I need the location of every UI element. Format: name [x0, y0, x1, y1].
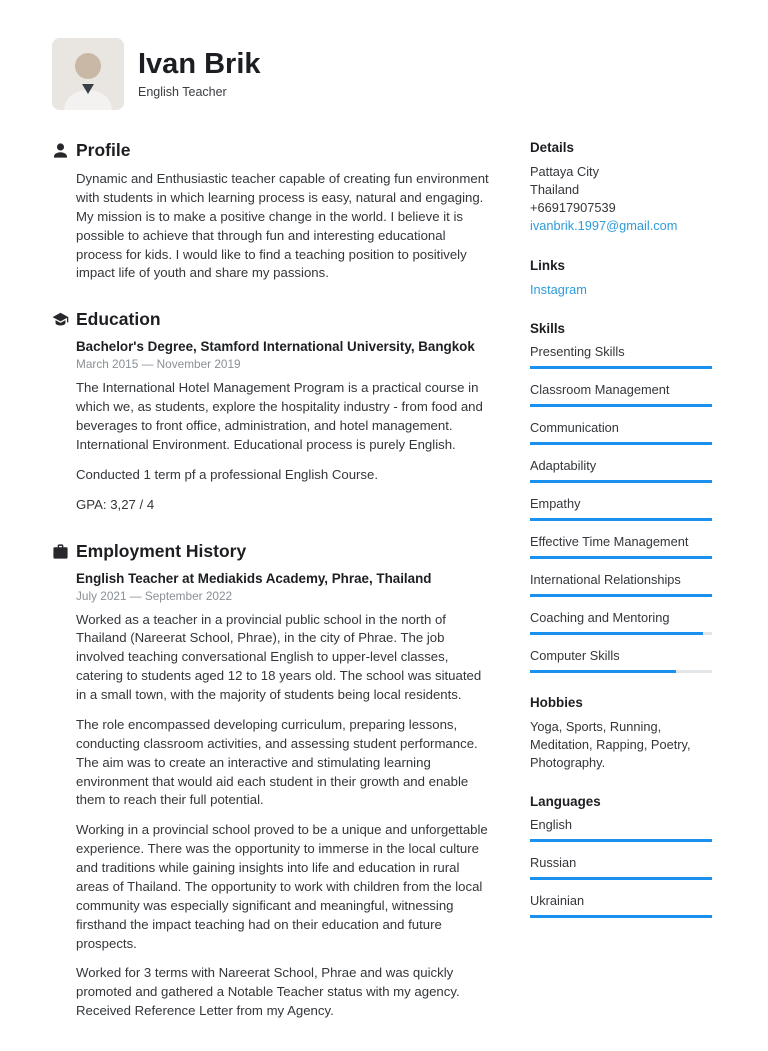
skill-name: Communication: [530, 419, 619, 435]
employment-paragraph: The role encompassed developing curriculum, preparing lessons, conducting classroom activities, and assessing student performance. The aim was to create an interactive and stimulating learning environment that would aid each student in their growth and enable them to reach their full potential.: [76, 716, 478, 808]
skill-name: Coaching and Mentoring: [530, 609, 670, 625]
skill-item: [530, 382, 712, 407]
skill-name: Russian: [530, 855, 577, 871]
skill-level-bar: [530, 877, 712, 880]
education-content: [76, 309, 492, 514]
skill-item: [530, 496, 712, 521]
links-heading: Links: [530, 257, 565, 273]
details-city: Pattaya City: [530, 164, 599, 179]
employment-dates: July 2021 — September 2022: [76, 588, 233, 603]
hobbies-text: Yoga, Sports, Running, Meditation, Rapping, Poetry, Photography.: [530, 718, 691, 771]
skill-level-bar: [530, 594, 712, 597]
profile-content: [76, 140, 492, 283]
skill-level-bar: [530, 556, 712, 559]
employment-paragraph: Worked for 3 terms with Nareerat School, Phrae and was quickly promoted and gathered a Notable Teacher status with my agency. Received Reference Letter from my Agency.: [76, 965, 460, 1019]
languages-heading: Languages: [530, 794, 601, 810]
skill-name: English: [530, 817, 572, 833]
skill-item: [530, 817, 712, 842]
skill-level-bar: [530, 366, 712, 369]
skill-item: [530, 420, 712, 445]
employment-content: [76, 541, 492, 1022]
header: [52, 38, 712, 110]
education-section: [52, 309, 492, 514]
links-section: [530, 258, 712, 299]
skill-item: [530, 855, 712, 880]
details-phone: +66917907539: [530, 200, 616, 216]
hobbies-heading: Hobbies: [530, 694, 583, 710]
skill-level-bar: [530, 839, 712, 842]
skill-item: [530, 572, 712, 597]
skill-level-bar: [530, 480, 712, 483]
email-link[interactable]: ivanbrik.1997@gmail.com: [530, 218, 678, 234]
profile-section: [52, 140, 492, 283]
education-dates: March 2015 — November 2019: [76, 357, 241, 372]
employment-heading: Employment History: [76, 540, 247, 561]
skills-section: [530, 321, 712, 673]
skill-level-bar: [530, 915, 712, 918]
details-country: Thailand: [530, 182, 580, 198]
profile-heading: Profile: [76, 140, 131, 160]
main-column: [52, 140, 492, 1021]
education-gpa: GPA: 3,27 / 4: [76, 496, 155, 512]
details-section: [530, 140, 712, 236]
hobbies-section: [530, 695, 712, 772]
education-paragraph: The International Hotel Management Program is a practical course in which we, as students, explore the hospitality industry - from food and beverages to front office, administration, and hotel management. International Environment. Educational process is purely English.: [76, 380, 483, 452]
profile-photo: [52, 38, 124, 110]
skill-name: Effective Time Management: [530, 533, 689, 549]
skill-name: International Relationships: [530, 571, 681, 587]
skill-item: [530, 893, 712, 918]
skills-list: [530, 344, 712, 673]
skill-level-bar: [530, 518, 712, 521]
skill-name: Adaptability: [530, 457, 597, 473]
person-icon: [52, 140, 76, 283]
skill-item: [530, 610, 712, 635]
skill-level-bar: [530, 404, 712, 407]
profile-text: Dynamic and Enthusiastic teacher capable of creating fun environment with students in which learning process is easy, natural and engaging. My mission is to make a positive change in the world. I believe it is possible to achieve that through fun and interesting educational process for kids. I would like to find a teaching position to positively impact life of youth and share my passions.: [76, 171, 489, 281]
employment-paragraph: Worked as a teacher in a provincial public school in the north of Thailand (Nareerat School, Phrae), in the city of Phrae. The job involved teaching conversational English to upper-level classes, catering to students aged 12 to 18 years old. The school was situated in a small town, with the majority of students being local residents.: [76, 611, 482, 702]
skill-level-bar: [530, 442, 712, 445]
skill-level-bar: [530, 632, 712, 635]
candidate-name: Ivan Brik: [138, 47, 261, 80]
header-text: [138, 49, 261, 100]
person-photo-placeholder-icon: [52, 38, 124, 110]
skill-name: Presenting Skills: [530, 343, 625, 359]
sidebar: [530, 140, 712, 1021]
languages-section: [530, 794, 712, 918]
languages-list: [530, 817, 712, 918]
skill-name: Computer Skills: [530, 647, 620, 663]
employment-job-title: English Teacher at Mediakids Academy, Phrae, Thailand: [76, 570, 432, 586]
briefcase-icon: [52, 541, 76, 1022]
skill-name: Classroom Management: [530, 381, 670, 397]
instagram-link[interactable]: Instagram: [530, 281, 587, 297]
candidate-title: English Teacher: [138, 85, 227, 100]
skill-item: [530, 648, 712, 673]
skill-level-bar: [530, 670, 712, 673]
employment-section: [52, 541, 492, 1022]
skills-heading: Skills: [530, 320, 565, 336]
skill-item: [530, 344, 712, 369]
skill-name: Ukrainian: [530, 893, 585, 909]
skill-name: Empathy: [530, 495, 581, 511]
skill-item: [530, 534, 712, 559]
details-heading: Details: [530, 140, 574, 155]
graduation-cap-icon: [52, 309, 76, 514]
education-heading: Education: [76, 309, 161, 330]
education-paragraph: Conducted 1 term pf a professional English Course.: [76, 466, 379, 482]
education-degree: Bachelor's Degree, Stamford International University, Bangkok: [76, 339, 475, 355]
skill-item: [530, 458, 712, 483]
employment-paragraph: Working in a provincial school proved to be a unique and unforgettable experience. There was the opportunity to immerse in the local culture and traditions while gaining insights into life and education in rural areas of Thailand. The opportunity to work with children from the local community was especially significant and meaningful, witnessing firsthand the impact teaching had on their education and future prospects.: [76, 822, 488, 951]
